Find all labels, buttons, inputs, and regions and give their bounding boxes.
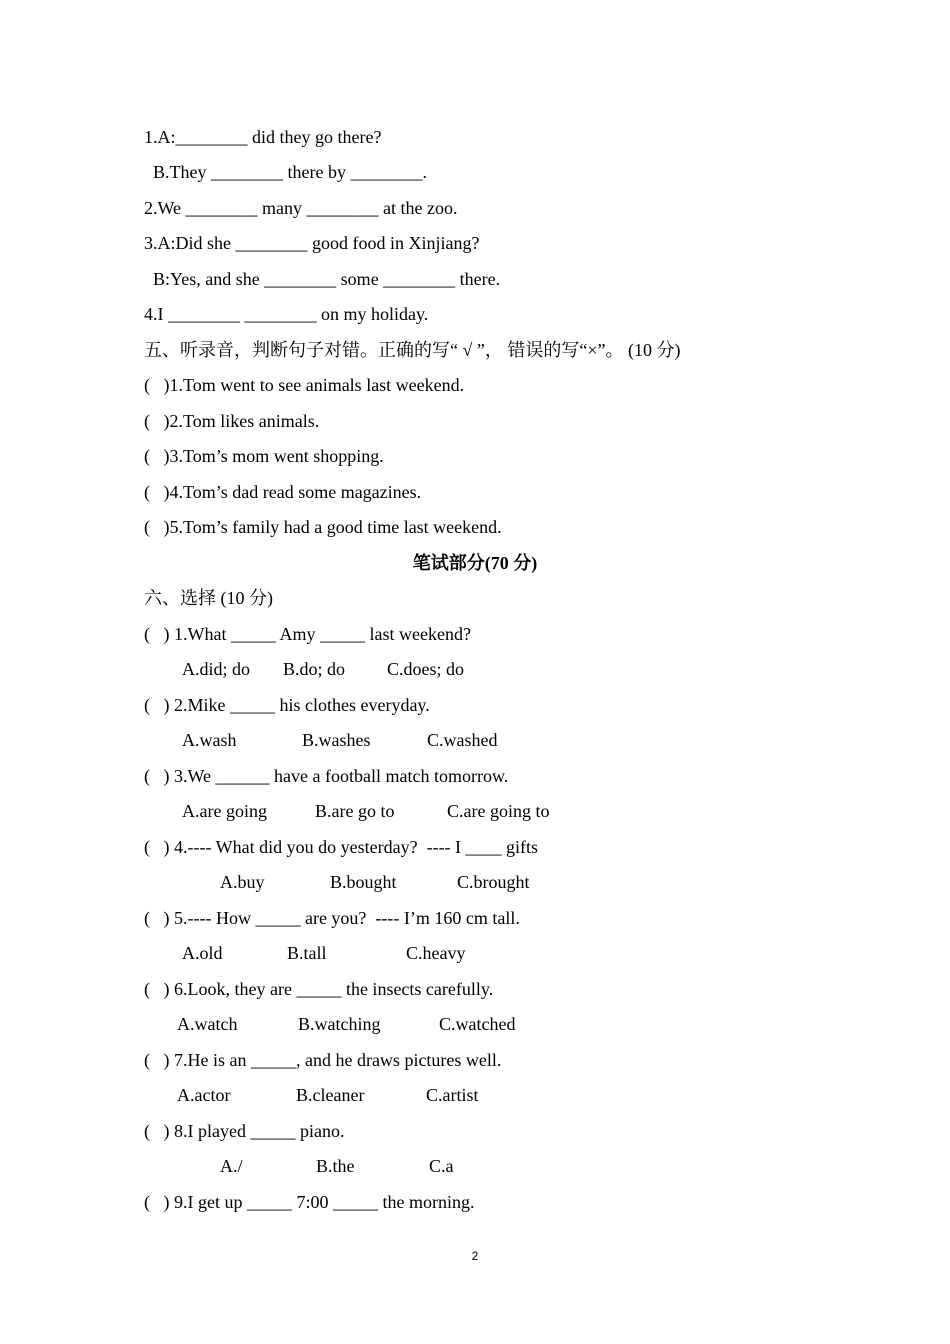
s6-q7: ( ) 7.He is an _____, and he draws pictures well.: [144, 1050, 502, 1070]
s4-q1b: B.They ________ there by ________.: [153, 162, 427, 182]
s6-q7-option-b: B.cleaner: [296, 1085, 365, 1105]
s6-q4-option-c: C.brought: [457, 872, 530, 892]
s6-q4-option-a: A.buy: [220, 872, 265, 892]
s6-q2-option-c: C.washed: [427, 730, 498, 750]
s6-q3: ( ) 3.We ______ have a football match tomorrow.: [144, 766, 509, 786]
s4-q2: 2.We ________ many ________ at the zoo.: [144, 198, 458, 218]
s6-q6: ( ) 6.Look, they are _____ the insects carefully.: [144, 979, 494, 999]
s6-q8-option-c: C.a: [429, 1156, 454, 1176]
s6-q3-option-c: C.are going to: [447, 801, 550, 821]
s6-q5-option-c: C.heavy: [406, 943, 466, 963]
s6-q1-option-a: A.did; do: [182, 659, 251, 679]
s6-q6-option-a: A.watch: [177, 1014, 238, 1034]
s6-q3-option-a: A.are going: [182, 801, 267, 821]
s4-q3b: B:Yes, and she ________ some ________ there.: [153, 269, 501, 289]
s5-item-1: ( )1.Tom went to see animals last weekend.: [144, 375, 465, 395]
s6-q1: ( ) 1.What _____ Amy _____ last weekend?: [144, 624, 471, 644]
s6-q6-option-b: B.watching: [298, 1014, 381, 1034]
s6-q8-option-a: A./: [220, 1156, 243, 1176]
s6-q8: ( ) 8.I played _____ piano.: [144, 1121, 345, 1141]
s6-q1-option-c: C.does; do: [387, 659, 465, 679]
s5-item-4: ( )4.Tom’s dad read some magazines.: [144, 482, 422, 502]
s6-q7-option-c: C.artist: [426, 1085, 479, 1105]
s6-q2-option-b: B.washes: [302, 730, 371, 750]
s6-q5-option-a: A.old: [182, 943, 223, 963]
s6-q6-option-c: C.watched: [439, 1014, 516, 1034]
s6-q3-option-b: B.are go to: [315, 801, 395, 821]
s6-q9: ( ) 9.I get up _____ 7:00 _____ the morning.: [144, 1192, 475, 1212]
s6-q4-option-b: B.bought: [330, 872, 397, 892]
s5-item-3: ( )3.Tom’s mom went shopping.: [144, 446, 384, 466]
s6-q5: ( ) 5.---- How _____ are you? ---- I’m 160 cm tall.: [144, 908, 520, 928]
s4-q3a: 3.A:Did she ________ good food in Xinjiang?: [144, 233, 480, 253]
s4-q1a: 1.A:________ did they go there?: [144, 127, 382, 147]
written-part-title: 笔试部分(70 分): [412, 553, 538, 573]
page-number: 2: [471, 1249, 479, 1263]
s5-item-5: ( )5.Tom’s family had a good time last weekend.: [144, 517, 502, 537]
s4-q4: 4.I ________ ________ on my holiday.: [144, 304, 429, 324]
s6-heading: 六、选择 (10 分): [144, 588, 273, 608]
s6-q2-option-a: A.wash: [182, 730, 237, 750]
s5-heading: 五、听录音，判断句子对错。正确的写“ √ ”， 错误的写“×”。 (10 分): [144, 340, 681, 360]
s6-q5-option-b: B.tall: [287, 943, 327, 963]
s6-q4: ( ) 4.---- What did you do yesterday? ---- I ____ gifts: [144, 837, 539, 857]
s6-q1-option-b: B.do; do: [283, 659, 346, 679]
s6-q7-option-a: A.actor: [177, 1085, 231, 1105]
s5-item-2: ( )2.Tom likes animals.: [144, 411, 320, 431]
s6-q2: ( ) 2.Mike _____ his clothes everyday.: [144, 695, 430, 715]
s6-q8-option-b: B.the: [316, 1156, 355, 1176]
